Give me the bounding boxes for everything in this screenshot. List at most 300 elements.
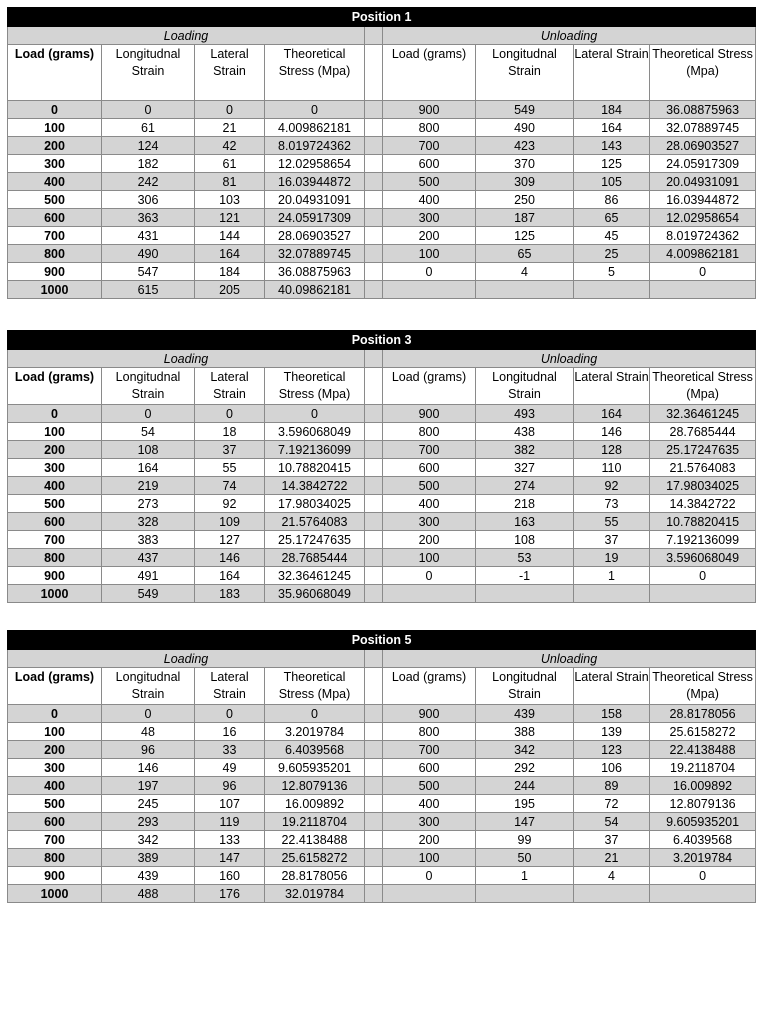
spacer-cell: [365, 723, 383, 741]
unloading-longitudinal-strain-cell: 65: [476, 245, 574, 263]
loading-longitudinal-strain-cell: 108: [102, 441, 195, 459]
loading-lateral-strain-cell: 96: [195, 777, 265, 795]
unloading-load-cell: 200: [383, 227, 476, 245]
loading-lateral-strain-cell: 61: [195, 155, 265, 173]
loading-lateral-strain-cell: 119: [195, 813, 265, 831]
unloading-theoretical-stress-cell: 10.78820415: [650, 513, 756, 531]
unloading-longitudinal-strain-cell: 195: [476, 795, 574, 813]
loading-lateral-strain-cell: 205: [195, 281, 265, 299]
loading-longitudinal-strain-cell: 549: [102, 585, 195, 603]
spacer-cell: [365, 531, 383, 549]
loading-theoretical-stress-cell: 16.009892: [265, 795, 365, 813]
unloading-longitudinal-strain-cell: [476, 585, 574, 603]
loading-section-label: Loading: [8, 27, 365, 45]
unloading-lateral-strain-cell: 5: [574, 263, 650, 281]
loading-load-cell: 100: [8, 423, 102, 441]
unloading-longitudinal-strain-cell: 125: [476, 227, 574, 245]
loading-load-cell: 100: [8, 119, 102, 137]
loading-lateral-strain-cell: 0: [195, 405, 265, 423]
unloading-longitudinal-strain-cell: 342: [476, 741, 574, 759]
loading-lateral-strain-cell: 49: [195, 759, 265, 777]
unloading-theoretical-stress-cell: 9.605935201: [650, 813, 756, 831]
spacer-cell: [365, 668, 383, 705]
unloading-lateral-strain-cell: 54: [574, 813, 650, 831]
unloading-load-cell: 100: [383, 549, 476, 567]
loading-lateral-strain-cell: 147: [195, 849, 265, 867]
unloading-theoretical-stress-header: Theoretical Stress (Mpa): [650, 668, 756, 705]
loading-load-cell: 1000: [8, 585, 102, 603]
loading-theoretical-stress-cell: 8.019724362: [265, 137, 365, 155]
unloading-lateral-strain-cell: 110: [574, 459, 650, 477]
loading-longitudinal-strain-header: Longitudnal Strain: [102, 368, 195, 405]
spacer-cell: [365, 173, 383, 191]
loading-load-cell: 0: [8, 101, 102, 119]
table-row: [8, 137, 756, 155]
loading-lateral-strain-cell: 109: [195, 513, 265, 531]
loading-longitudinal-strain-cell: 124: [102, 137, 195, 155]
unloading-load-cell: 400: [383, 795, 476, 813]
table-row: [8, 263, 756, 281]
loading-load-cell: 200: [8, 441, 102, 459]
loading-lateral-strain-cell: 144: [195, 227, 265, 245]
unloading-longitudinal-strain-cell: 439: [476, 705, 574, 723]
unloading-longitudinal-strain-header: Longitudnal Strain: [476, 45, 574, 101]
loading-lateral-strain-cell: 133: [195, 831, 265, 849]
loading-longitudinal-strain-cell: 61: [102, 119, 195, 137]
loading-theoretical-stress-cell: 10.78820415: [265, 459, 365, 477]
unloading-longitudinal-strain-cell: [476, 281, 574, 299]
loading-longitudinal-strain-cell: 242: [102, 173, 195, 191]
loading-load-cell: 700: [8, 531, 102, 549]
loading-load-cell: 500: [8, 495, 102, 513]
table-row: [8, 245, 756, 263]
unloading-longitudinal-strain-cell: 549: [476, 101, 574, 119]
unloading-lateral-strain-cell: 4: [574, 867, 650, 885]
unloading-load-cell: 700: [383, 137, 476, 155]
loading-longitudinal-strain-cell: 197: [102, 777, 195, 795]
unloading-lateral-strain-cell: 37: [574, 831, 650, 849]
loading-longitudinal-strain-cell: 245: [102, 795, 195, 813]
loading-theoretical-stress-cell: 40.09862181: [265, 281, 365, 299]
loading-load-cell: 500: [8, 191, 102, 209]
spacer-cell: [365, 585, 383, 603]
unloading-longitudinal-strain-cell: -1: [476, 567, 574, 585]
unloading-lateral-strain-cell: 65: [574, 209, 650, 227]
table-row: [8, 227, 756, 245]
unloading-load-cell: 600: [383, 155, 476, 173]
unloading-load-cell: 500: [383, 477, 476, 495]
unloading-lateral-strain-cell: 164: [574, 405, 650, 423]
loading-longitudinal-strain-cell: 342: [102, 831, 195, 849]
loading-theoretical-stress-cell: 28.7685444: [265, 549, 365, 567]
unloading-longitudinal-strain-cell: 388: [476, 723, 574, 741]
unloading-load-cell: 900: [383, 405, 476, 423]
unloading-theoretical-stress-cell: 3.596068049: [650, 549, 756, 567]
spacer-cell: [365, 705, 383, 723]
loading-theoretical-stress-cell: 35.96068049: [265, 585, 365, 603]
unloading-theoretical-stress-cell: 16.03944872: [650, 191, 756, 209]
unloading-longitudinal-strain-cell: 292: [476, 759, 574, 777]
loading-theoretical-stress-cell: 9.605935201: [265, 759, 365, 777]
unloading-load-cell: 200: [383, 531, 476, 549]
spacer-cell: [365, 831, 383, 849]
loading-lateral-strain-cell: 121: [195, 209, 265, 227]
spacer-cell: [365, 227, 383, 245]
unloading-lateral-strain-cell: 106: [574, 759, 650, 777]
unloading-load-cell: 900: [383, 101, 476, 119]
loading-lateral-strain-cell: 18: [195, 423, 265, 441]
unloading-longitudinal-strain-cell: 50: [476, 849, 574, 867]
loading-load-cell: 700: [8, 831, 102, 849]
unloading-theoretical-stress-header: Theoretical Stress (Mpa): [650, 45, 756, 101]
unloading-load-cell: 500: [383, 173, 476, 191]
unloading-lateral-strain-cell: 86: [574, 191, 650, 209]
unloading-theoretical-stress-header: Theoretical Stress (Mpa): [650, 368, 756, 405]
unloading-load-cell: 600: [383, 759, 476, 777]
table-row: [8, 831, 756, 849]
loading-load-cell: 900: [8, 567, 102, 585]
unloading-longitudinal-strain-cell: 438: [476, 423, 574, 441]
loading-lateral-strain-cell: 0: [195, 705, 265, 723]
unloading-theoretical-stress-cell: 3.2019784: [650, 849, 756, 867]
spacer-cell: [365, 650, 383, 668]
unloading-longitudinal-strain-cell: 327: [476, 459, 574, 477]
loading-theoretical-stress-cell: 0: [265, 705, 365, 723]
unloading-load-cell: [383, 885, 476, 903]
loading-load-cell: 400: [8, 173, 102, 191]
table-row: [8, 209, 756, 227]
spacer-cell: [365, 423, 383, 441]
unloading-lateral-strain-cell: 146: [574, 423, 650, 441]
loading-longitudinal-strain-cell: 437: [102, 549, 195, 567]
spacer-cell: [365, 885, 383, 903]
spacer-cell: [365, 101, 383, 119]
unloading-load-cell: 700: [383, 741, 476, 759]
unloading-load-cell: 0: [383, 867, 476, 885]
loading-lateral-strain-cell: 37: [195, 441, 265, 459]
unloading-lateral-strain-cell: 125: [574, 155, 650, 173]
unloading-load-cell: 800: [383, 119, 476, 137]
unloading-lateral-strain-cell: 73: [574, 495, 650, 513]
unloading-longitudinal-strain-cell: 1: [476, 867, 574, 885]
unloading-theoretical-stress-cell: 21.5764083: [650, 459, 756, 477]
unloading-longitudinal-strain-cell: 244: [476, 777, 574, 795]
unloading-load-cell: [383, 281, 476, 299]
unloading-lateral-strain-cell: 123: [574, 741, 650, 759]
unloading-theoretical-stress-cell: 0: [650, 567, 756, 585]
unloading-load-cell: 800: [383, 723, 476, 741]
position-3-table: [7, 330, 756, 603]
table-row: [8, 281, 756, 299]
spacer-cell: [365, 549, 383, 567]
loading-lateral-strain-cell: 16: [195, 723, 265, 741]
spacer-cell: [365, 741, 383, 759]
unloading-section-label: Unloading: [383, 650, 756, 668]
table-row: [8, 173, 756, 191]
unloading-longitudinal-strain-cell: 250: [476, 191, 574, 209]
spacer-cell: [365, 350, 383, 368]
unloading-theoretical-stress-cell: 14.3842722: [650, 495, 756, 513]
loading-longitudinal-strain-cell: 182: [102, 155, 195, 173]
loading-load-cell: 800: [8, 549, 102, 567]
unloading-theoretical-stress-cell: 12.02958654: [650, 209, 756, 227]
loading-lateral-strain-cell: 92: [195, 495, 265, 513]
unloading-longitudinal-strain-cell: 370: [476, 155, 574, 173]
table-row: [8, 495, 756, 513]
unloading-longitudinal-strain-cell: 493: [476, 405, 574, 423]
unloading-lateral-strain-cell: 164: [574, 119, 650, 137]
spacer-cell: [365, 191, 383, 209]
loading-lateral-strain-cell: 107: [195, 795, 265, 813]
loading-theoretical-stress-cell: 28.06903527: [265, 227, 365, 245]
unloading-longitudinal-strain-cell: 274: [476, 477, 574, 495]
unloading-theoretical-stress-cell: 32.07889745: [650, 119, 756, 137]
unloading-lateral-strain-header: Lateral Strain: [574, 45, 650, 101]
loading-load-cell: 600: [8, 209, 102, 227]
table-row: [8, 741, 756, 759]
unloading-load-cell: 300: [383, 209, 476, 227]
loading-longitudinal-strain-cell: 164: [102, 459, 195, 477]
spacer-cell: [365, 513, 383, 531]
spacer-cell: [365, 495, 383, 513]
unloading-load-header: Load (grams): [383, 45, 476, 101]
unloading-theoretical-stress-cell: [650, 281, 756, 299]
loading-theoretical-stress-cell: 32.36461245: [265, 567, 365, 585]
loading-load-cell: 400: [8, 477, 102, 495]
position-5-table-block: [7, 630, 755, 903]
position-1-table: [7, 7, 756, 299]
loading-load-header: Load (grams): [8, 368, 102, 405]
loading-load-cell: 200: [8, 137, 102, 155]
unloading-load-cell: 300: [383, 813, 476, 831]
unloading-lateral-strain-cell: 37: [574, 531, 650, 549]
loading-longitudinal-strain-cell: 273: [102, 495, 195, 513]
unloading-longitudinal-strain-cell: [476, 885, 574, 903]
unloading-theoretical-stress-cell: 28.8178056: [650, 705, 756, 723]
unloading-theoretical-stress-cell: 19.2118704: [650, 759, 756, 777]
unloading-theoretical-stress-cell: 28.7685444: [650, 423, 756, 441]
unloading-lateral-strain-cell: 45: [574, 227, 650, 245]
loading-load-cell: 800: [8, 849, 102, 867]
loading-longitudinal-strain-cell: 0: [102, 705, 195, 723]
unloading-load-cell: 500: [383, 777, 476, 795]
loading-longitudinal-strain-cell: 219: [102, 477, 195, 495]
spacer-cell: [365, 849, 383, 867]
unloading-longitudinal-strain-cell: 187: [476, 209, 574, 227]
unloading-longitudinal-strain-cell: 4: [476, 263, 574, 281]
table-row: [8, 423, 756, 441]
table-row: [8, 477, 756, 495]
loading-lateral-strain-cell: 146: [195, 549, 265, 567]
unloading-load-header: Load (grams): [383, 668, 476, 705]
loading-theoretical-stress-cell: 24.05917309: [265, 209, 365, 227]
loading-longitudinal-strain-header: Longitudnal Strain: [102, 45, 195, 101]
loading-load-cell: 700: [8, 227, 102, 245]
loading-theoretical-stress-cell: 25.6158272: [265, 849, 365, 867]
unloading-longitudinal-strain-header: Longitudnal Strain: [476, 368, 574, 405]
loading-theoretical-stress-cell: 4.009862181: [265, 119, 365, 137]
loading-theoretical-stress-cell: 0: [265, 101, 365, 119]
loading-longitudinal-strain-cell: 306: [102, 191, 195, 209]
table-row: [8, 101, 756, 119]
table-row: [8, 459, 756, 477]
loading-longitudinal-strain-cell: 491: [102, 567, 195, 585]
spacer-cell: [365, 777, 383, 795]
loading-theoretical-stress-cell: 21.5764083: [265, 513, 365, 531]
unloading-theoretical-stress-cell: 25.17247635: [650, 441, 756, 459]
loading-load-cell: 100: [8, 723, 102, 741]
unloading-lateral-strain-cell: 25: [574, 245, 650, 263]
unloading-load-cell: 400: [383, 495, 476, 513]
spacer-cell: [365, 209, 383, 227]
loading-theoretical-stress-cell: 16.03944872: [265, 173, 365, 191]
unloading-lateral-strain-cell: [574, 585, 650, 603]
loading-theoretical-stress-cell: 6.4039568: [265, 741, 365, 759]
loading-theoretical-stress-header: Theoretical Stress (Mpa): [265, 368, 365, 405]
loading-lateral-strain-cell: 183: [195, 585, 265, 603]
unloading-theoretical-stress-cell: 0: [650, 263, 756, 281]
spacer-cell: [365, 405, 383, 423]
loading-longitudinal-strain-cell: 383: [102, 531, 195, 549]
spacer-cell: [365, 795, 383, 813]
unloading-longitudinal-strain-cell: 163: [476, 513, 574, 531]
spacer-cell: [365, 281, 383, 299]
table-row: [8, 813, 756, 831]
loading-load-header: Load (grams): [8, 668, 102, 705]
loading-section-label: Loading: [8, 650, 365, 668]
spacer-cell: [365, 27, 383, 45]
loading-theoretical-stress-cell: 12.8079136: [265, 777, 365, 795]
unloading-theoretical-stress-cell: 36.08875963: [650, 101, 756, 119]
loading-longitudinal-strain-cell: 488: [102, 885, 195, 903]
loading-lateral-strain-cell: 103: [195, 191, 265, 209]
table-row: [8, 567, 756, 585]
unloading-load-cell: 400: [383, 191, 476, 209]
loading-longitudinal-strain-header: Longitudnal Strain: [102, 668, 195, 705]
loading-lateral-strain-cell: 164: [195, 567, 265, 585]
unloading-lateral-strain-cell: 55: [574, 513, 650, 531]
loading-longitudinal-strain-cell: 0: [102, 101, 195, 119]
loading-longitudinal-strain-cell: 363: [102, 209, 195, 227]
unloading-theoretical-stress-cell: 8.019724362: [650, 227, 756, 245]
loading-lateral-strain-header: Lateral Strain: [195, 668, 265, 705]
unloading-load-cell: [383, 585, 476, 603]
loading-section-label: Loading: [8, 350, 365, 368]
unloading-theoretical-stress-cell: 4.009862181: [650, 245, 756, 263]
unloading-load-cell: 0: [383, 263, 476, 281]
unloading-longitudinal-strain-cell: 382: [476, 441, 574, 459]
unloading-load-cell: 100: [383, 849, 476, 867]
loading-load-cell: 1000: [8, 281, 102, 299]
loading-load-cell: 300: [8, 759, 102, 777]
loading-theoretical-stress-cell: 17.98034025: [265, 495, 365, 513]
spacer-cell: [365, 441, 383, 459]
position-5-table: [7, 630, 756, 903]
loading-theoretical-stress-cell: 14.3842722: [265, 477, 365, 495]
loading-theoretical-stress-cell: 0: [265, 405, 365, 423]
unloading-load-cell: 300: [383, 513, 476, 531]
loading-load-cell: 300: [8, 155, 102, 173]
unloading-load-cell: 100: [383, 245, 476, 263]
loading-theoretical-stress-cell: 32.07889745: [265, 245, 365, 263]
position-3-table-block: [7, 330, 755, 603]
table-title: Position 3: [8, 331, 756, 350]
unloading-load-cell: 900: [383, 705, 476, 723]
unloading-lateral-strain-cell: 143: [574, 137, 650, 155]
unloading-theoretical-stress-cell: [650, 585, 756, 603]
loading-lateral-strain-header: Lateral Strain: [195, 368, 265, 405]
unloading-theoretical-stress-cell: [650, 885, 756, 903]
unloading-longitudinal-strain-cell: 147: [476, 813, 574, 831]
table-row: [8, 549, 756, 567]
unloading-lateral-strain-cell: [574, 885, 650, 903]
table-row: [8, 867, 756, 885]
unloading-theoretical-stress-cell: 32.36461245: [650, 405, 756, 423]
loading-lateral-strain-cell: 42: [195, 137, 265, 155]
table-row: [8, 777, 756, 795]
spacer-cell: [365, 45, 383, 101]
unloading-load-cell: 600: [383, 459, 476, 477]
unloading-lateral-strain-cell: 184: [574, 101, 650, 119]
unloading-lateral-strain-cell: 72: [574, 795, 650, 813]
loading-lateral-strain-cell: 33: [195, 741, 265, 759]
unloading-load-header: Load (grams): [383, 368, 476, 405]
unloading-longitudinal-strain-cell: 309: [476, 173, 574, 191]
loading-load-cell: 600: [8, 813, 102, 831]
table-row: [8, 723, 756, 741]
spacer-cell: [365, 459, 383, 477]
loading-theoretical-stress-cell: 3.596068049: [265, 423, 365, 441]
spacer-cell: [365, 477, 383, 495]
table-title: Position 1: [8, 8, 756, 27]
unloading-longitudinal-strain-cell: 53: [476, 549, 574, 567]
position-1-table-block: [7, 7, 755, 299]
loading-lateral-strain-header: Lateral Strain: [195, 45, 265, 101]
loading-load-cell: 900: [8, 867, 102, 885]
loading-lateral-strain-cell: 74: [195, 477, 265, 495]
table-row: [8, 759, 756, 777]
loading-longitudinal-strain-cell: 431: [102, 227, 195, 245]
spacer-cell: [365, 137, 383, 155]
spacer-cell: [365, 245, 383, 263]
loading-lateral-strain-cell: 81: [195, 173, 265, 191]
unloading-theoretical-stress-cell: 28.06903527: [650, 137, 756, 155]
loading-load-cell: 900: [8, 263, 102, 281]
unloading-lateral-strain-cell: [574, 281, 650, 299]
loading-load-cell: 0: [8, 705, 102, 723]
spacer-cell: [365, 119, 383, 137]
unloading-lateral-strain-cell: 158: [574, 705, 650, 723]
loading-lateral-strain-cell: 176: [195, 885, 265, 903]
spacer-cell: [365, 867, 383, 885]
loading-lateral-strain-cell: 184: [195, 263, 265, 281]
loading-load-cell: 800: [8, 245, 102, 263]
unloading-lateral-strain-cell: 139: [574, 723, 650, 741]
unloading-lateral-strain-cell: 21: [574, 849, 650, 867]
spacer-cell: [365, 759, 383, 777]
unloading-longitudinal-strain-cell: 218: [476, 495, 574, 513]
table-row: [8, 795, 756, 813]
unloading-theoretical-stress-cell: 22.4138488: [650, 741, 756, 759]
spacer-cell: [365, 263, 383, 281]
unloading-theoretical-stress-cell: 12.8079136: [650, 795, 756, 813]
unloading-theoretical-stress-cell: 17.98034025: [650, 477, 756, 495]
unloading-load-cell: 200: [383, 831, 476, 849]
unloading-lateral-strain-header: Lateral Strain: [574, 668, 650, 705]
table-row: [8, 155, 756, 173]
loading-longitudinal-strain-cell: 615: [102, 281, 195, 299]
loading-longitudinal-strain-cell: 389: [102, 849, 195, 867]
